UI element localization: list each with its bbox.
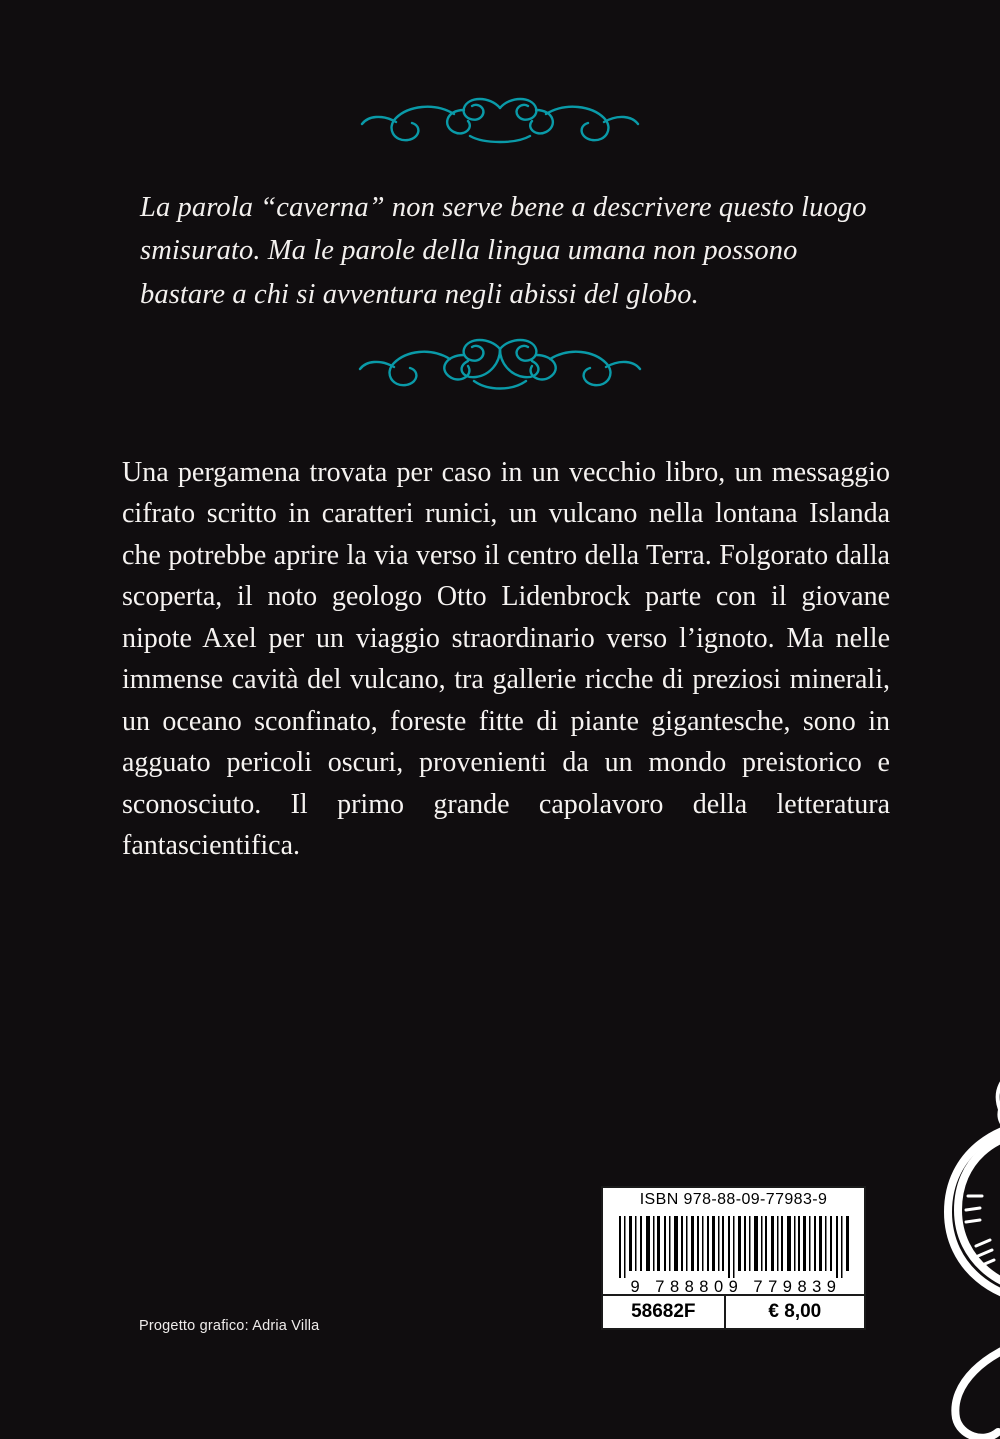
barcode-block [601,1186,866,1330]
back-cover-blurb: Una pergamena trovata per caso in un vecchio libro, un messaggio cifrato scritto in caratteri runici, un vulcano nella lontana Islanda che potrebbe aprire la via verso il centro della Terra. Folgorato dalla scoperta, il noto geologo Otto Lidenbrock parte con il giovane nipote Axel per un viaggio straordinario verso l’ignoto. Ma nelle immense cavità del vulcano, tra gallerie ricche di preziosi minerali, un oceano sconfinato, foreste fitte di piante gigantesche, sono in agguato pericoli oscuri, provenienti da un mondo preistorico e sconosciuto. Il primo grande capolavoro della letteratura fantascientifica. [122,457,890,861]
quote-text: La parola “caverna” non serve bene a descrivere questo luogo smisurato. Ma le parole della lingua umana non possono bastare a chi si avventura negli abissi del globo. [140,192,867,310]
isbn-label: ISBN 978-88-09-77983-9 [639,1191,828,1208]
barcode-icon [617,1216,854,1278]
flourish-ornament-bottom [0,335,1000,403]
barcode-footer [603,1294,864,1328]
price-label: € 8,00 [768,1301,822,1322]
barcode-digits: 9 788809 779839 [630,1278,842,1296]
graphic-design-credit: Progetto grafico: Adria Villa [139,1318,320,1334]
flourish-ornament-top [0,92,1000,160]
product-code: 58682F [603,1296,726,1328]
